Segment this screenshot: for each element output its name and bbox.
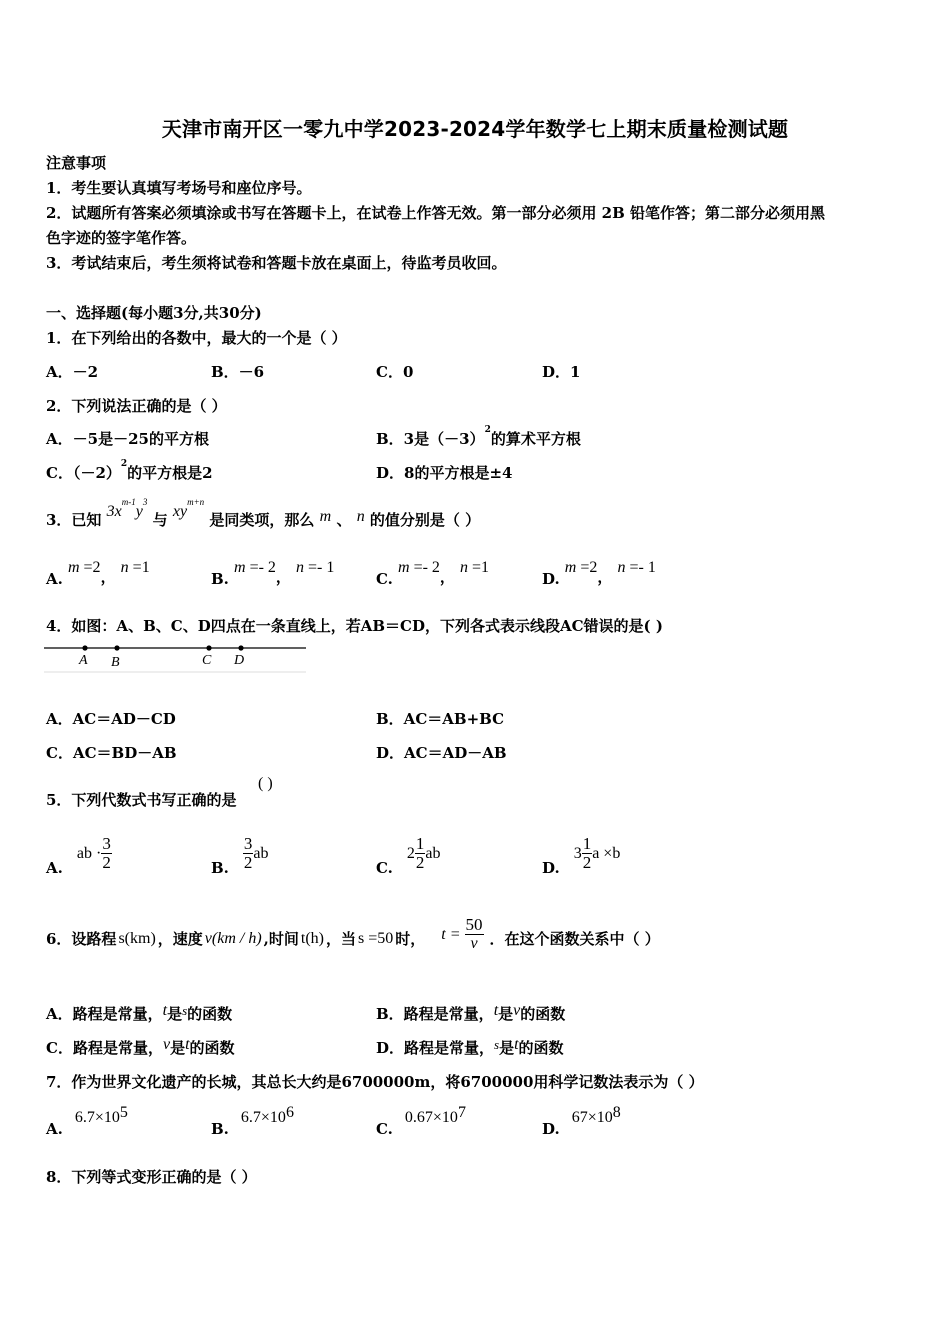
q4-option-a: A．AC＝AD－CD (46, 710, 176, 728)
question-8-stem: 8．下列等式变形正确的是（ ） (46, 1168, 257, 1186)
q3-expr-1: $3x^{m-1}y^3$ (106, 497, 148, 520)
q4-option-c: C．AC＝BD－AB (46, 744, 177, 762)
notice-item: 3．考试结束后，考生须将试卷和答题卡放在桌面上，待监考员收回。 (46, 254, 507, 272)
q7-option-d: $D.67\times 10^8$ (542, 1104, 621, 1138)
q5-option-b: B. $\frac{3}{2}$ ab (211, 834, 269, 877)
q7-option-a: $A.6.7\times 10^5$ (46, 1104, 128, 1138)
q7-option-b: $B.6.7\times 10^6$ (211, 1104, 294, 1138)
q1-option-c: C．0 (376, 363, 414, 381)
notice-item: 色字迹的签字笔作答。 (46, 229, 197, 247)
point-a-dot (82, 645, 87, 650)
q3-expr-2: $xy^{m+n}$ (172, 497, 205, 520)
q3-option-a: A. m =2， n =1 (46, 559, 150, 588)
question-2-stem: 2．下列说法正确的是（ ） (46, 397, 227, 415)
q5-option-c: C. 2 $\frac{1}{2}$ ab (376, 834, 441, 877)
point-a-label: A (79, 653, 88, 668)
q6-option-a: A．路程是常量，t是s的函数 (46, 1002, 233, 1023)
notice-heading: 注意事项 (46, 154, 107, 172)
q1-option-d: D．1 (542, 363, 581, 381)
q2-option-b: B．3是$(-3)^2$的算术平方根 (376, 425, 581, 448)
point-c-dot (206, 645, 211, 650)
point-b-label: B (111, 655, 120, 670)
q2-option-c: C．$(-2)^2$的平方根是2 (46, 459, 213, 482)
section-heading: 一、选择题(每小题3分,共30分) (46, 304, 262, 322)
question-3-stem: 3．已知 $3x^{m-1}y^3$ 与 $xy^{m+n}$ 是同类项，那么 m 、 n 的值分别是（ ） (46, 497, 481, 529)
notice-item: 1．考生要认真填写考场号和座位序号。 (46, 179, 312, 197)
q1-option-a: A．－2 (46, 363, 99, 381)
q4-line-figure (44, 642, 306, 674)
question-4-stem: 4．如图：A、B、C、D四点在一条直线上，若AB＝CD，下列各式表示线段AC错误的是( ) (46, 617, 663, 635)
q3-option-b: B. m =- 2， n =- 1 (211, 559, 335, 588)
q6-option-b: B．路程是常量，t是v的函数 (376, 1002, 566, 1023)
q7-option-c: $C.0.67\times 10^7$ (376, 1104, 466, 1138)
q4-option-d: D．AC＝AD－AB (376, 744, 507, 762)
q4-option-b: B．AC＝AB+BC (376, 710, 505, 728)
point-c-label: C (202, 653, 212, 668)
question-6-stem: 6．设路程 s(km) ，速度 v(km / h) ,时间 t(h) ，当 s =50 时， t = $\frac{50}{v}$ ．在这个函数关系中（ ） (46, 915, 660, 952)
question-7-stem: 7．作为世界文化遗产的长城，其总长大约是6700000m，将6700000用科学记数法表示为（ ） (46, 1073, 704, 1091)
q5-answer-paren: ( ) (258, 775, 273, 792)
q5-option-a: A. ab · $\frac{3}{2}$ (46, 834, 111, 877)
q2-option-d: D．8的平方根是±4 (376, 464, 513, 482)
point-d-label: D (234, 653, 245, 668)
question-1-stem: 1．在下列给出的各数中，最大的一个是（ ） (46, 329, 347, 347)
q6-option-c: C．路程是常量，v是t的函数 (46, 1036, 235, 1057)
point-d-dot (238, 645, 243, 650)
notice-item: 2．试题所有答案必须填涂或书写在答题卡上，在试卷上作答无效。第一部分必须用 2B 铅笔作答；第二部分必须用黑 (46, 204, 826, 222)
q5-option-d: D. 3 $\frac{1}{2}$ a ×b (542, 834, 621, 877)
q1-option-b: B．－6 (211, 363, 265, 381)
q3-option-d: D. m =2， n =- 1 (542, 559, 656, 588)
q6-option-d: D．路程是常量，s是t的函数 (376, 1036, 564, 1057)
point-b-dot (114, 645, 119, 650)
question-5-stem: 5．下列代数式书写正确的是 (46, 791, 237, 809)
q3-option-c: C. m =- 2， n =1 (376, 559, 490, 588)
page-title: 天津市南开区一零九中学2023-2024学年数学七上期末质量检测试题 (161, 117, 789, 141)
q2-option-a: A．－5是－25的平方根 (46, 430, 209, 448)
